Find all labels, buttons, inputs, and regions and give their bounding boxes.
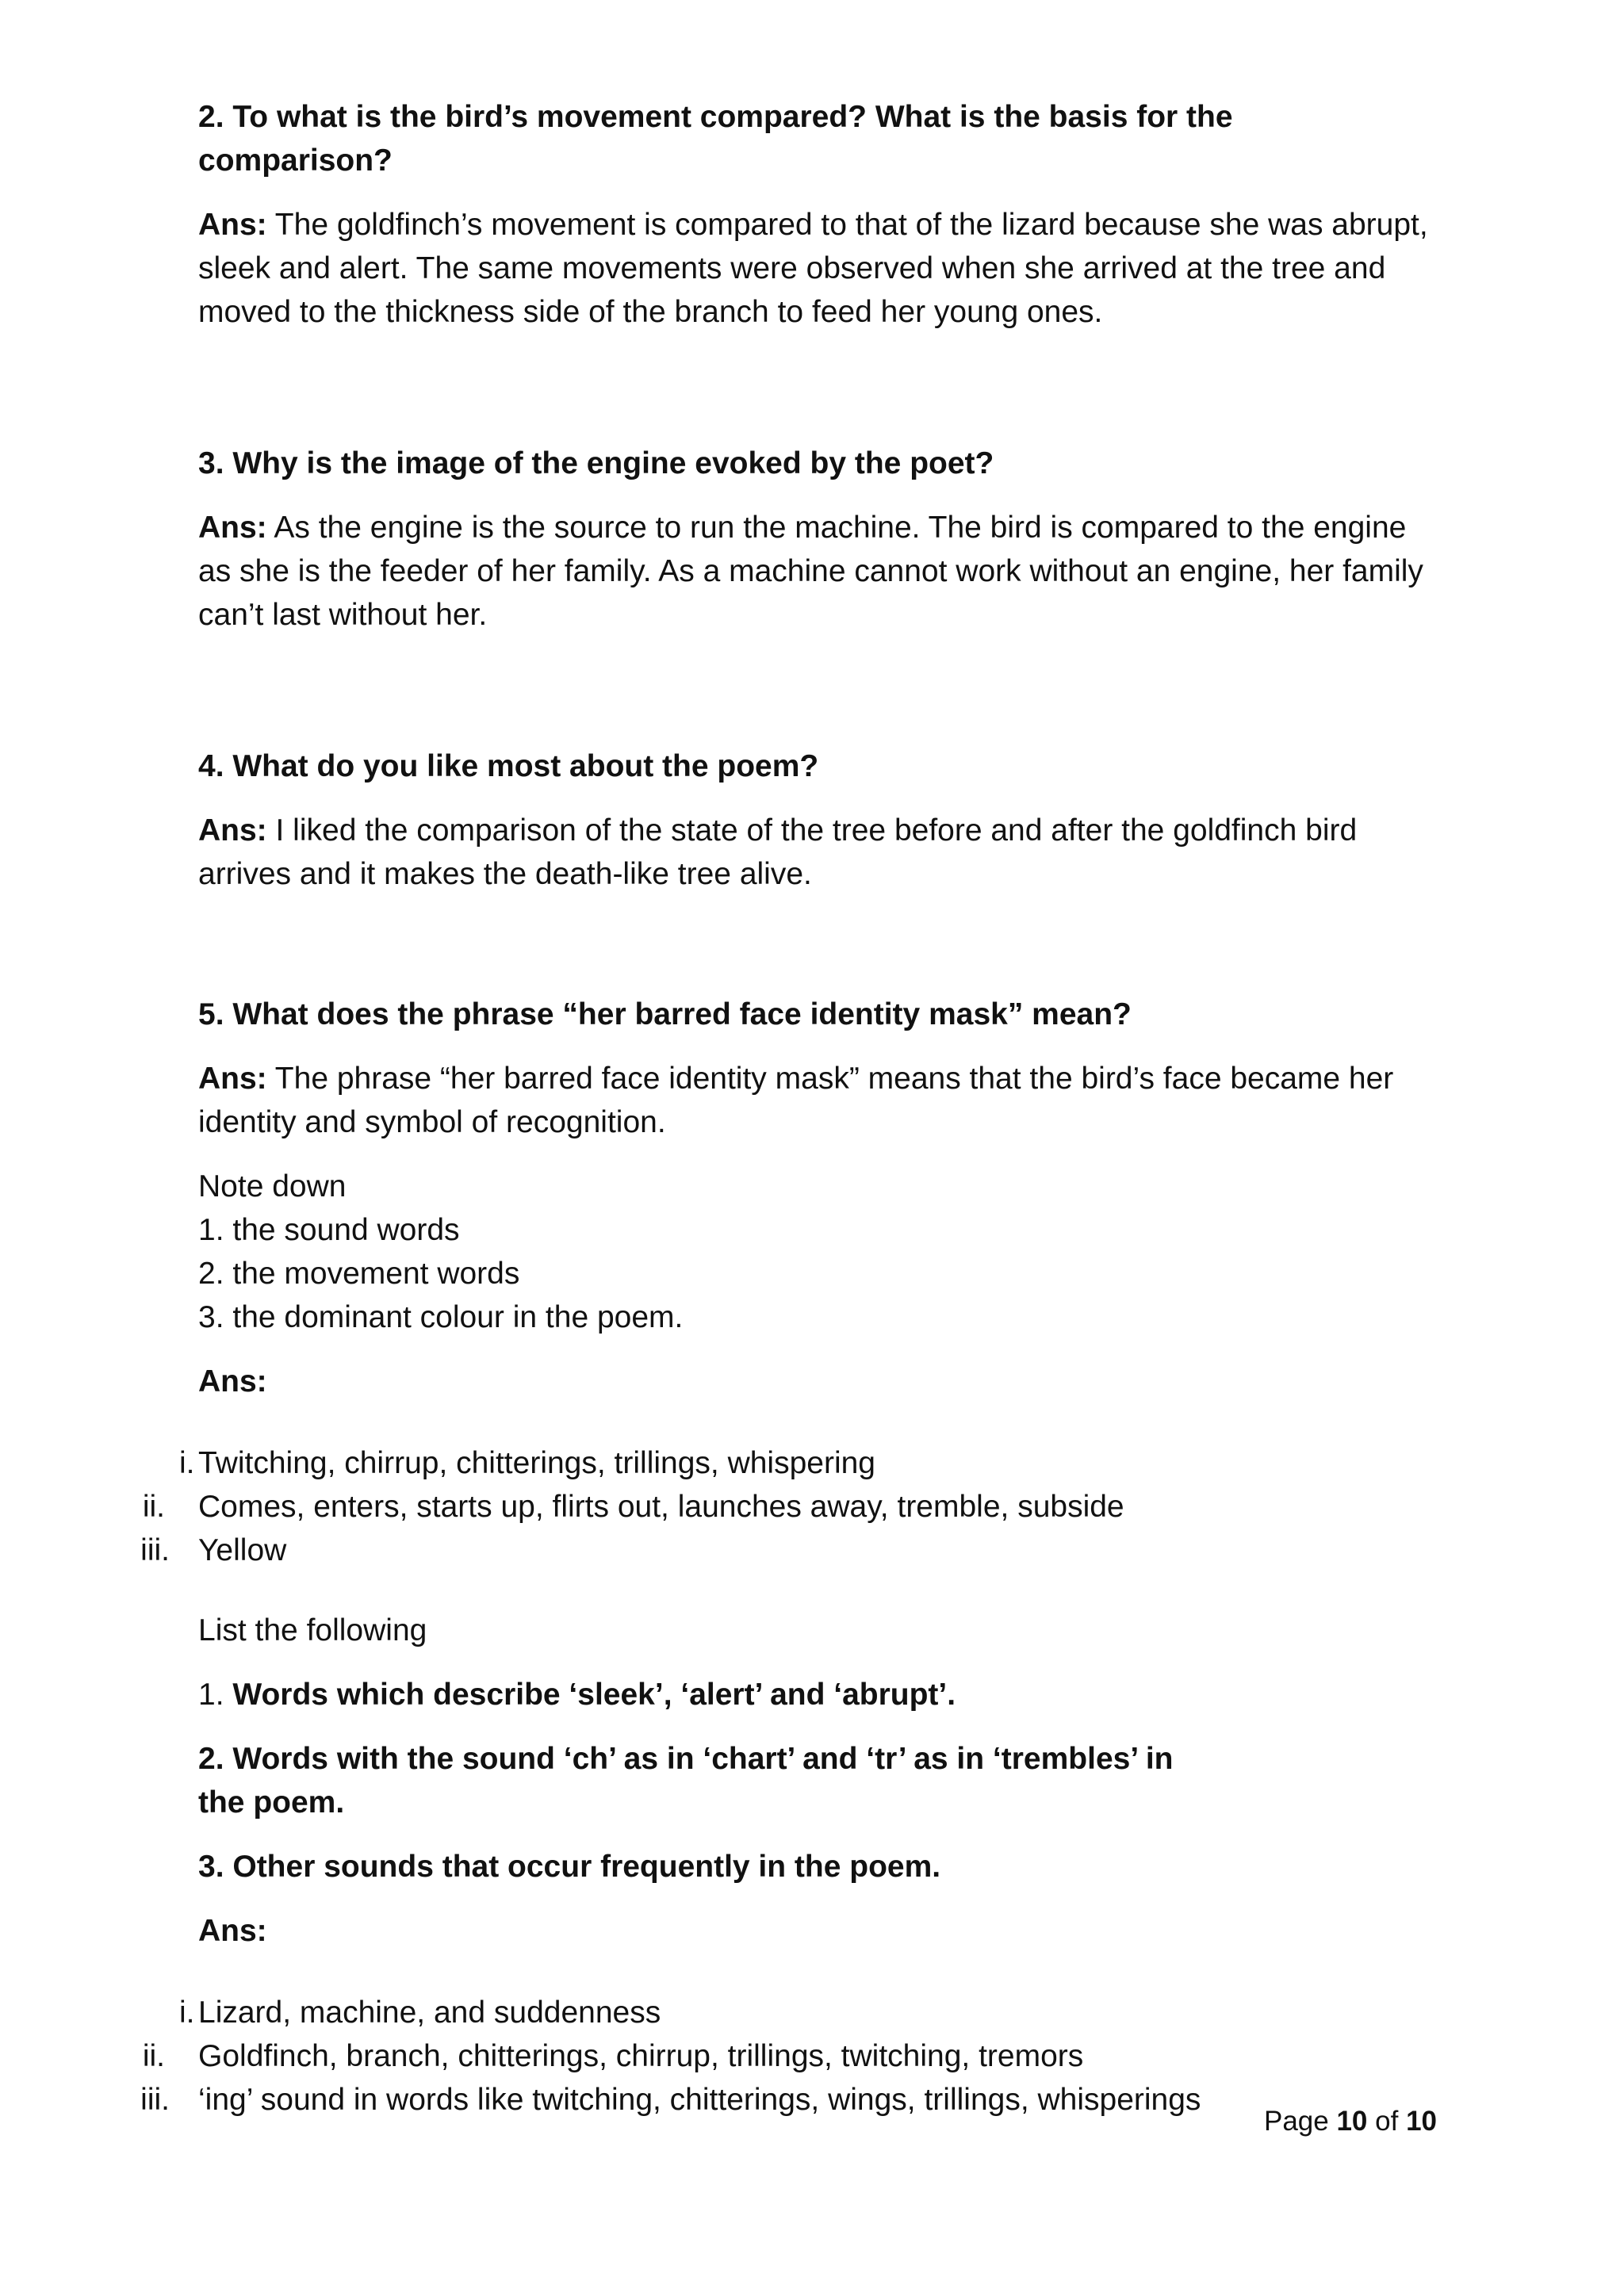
question-2: 2. To what is the bird’s movement compared? What is the basis for the comparison? — [198, 100, 1233, 178]
page-content — [140, 95, 1435, 2142]
answer-text: The goldfinch’s movement is compared to that of the lizard because she was abrupt, sleek and alert. The same movements were observed when she arrived at the tree and moved to the thickness side of the branch to feed her young ones. — [198, 208, 1428, 329]
list-following-item-3: 3. Other sounds that occur frequently in the poem. — [198, 1850, 941, 1884]
list-item — [179, 1441, 1435, 1485]
list-text: Lizard, machine, and suddenness — [198, 1996, 661, 2030]
total-pages-number: 10 — [1406, 2106, 1437, 2137]
list-following-ans-label — [198, 1909, 1435, 1953]
answer-2 — [198, 203, 1435, 334]
note-down-item: 1. the sound words — [198, 1213, 460, 1247]
list-text: Twitching, chirrup, chitterings, trillings, whispering — [198, 1446, 876, 1480]
answer-label: Ans: — [198, 1914, 267, 1948]
list-following-answers — [140, 1991, 1435, 2122]
question-4: 4. What do you like most about the poem? — [198, 749, 819, 783]
list-item — [142, 2034, 1435, 2078]
list-item — [140, 1529, 1435, 1572]
answer-3 — [198, 506, 1435, 637]
question-3: 3. Why is the image of the engine evoked by the poet? — [198, 446, 994, 480]
list-following-heading: List the following — [198, 1613, 427, 1647]
list-numeral: i. — [179, 1996, 195, 2030]
list-numeral: iii. — [140, 1533, 170, 1567]
list-text: Goldfinch, branch, chitterings, chirrup, trillings, twitching, tremors — [198, 2039, 1084, 2073]
list-text: ‘ing’ sound in words like twitching, chitterings, wings, trillings, whisperings — [198, 2083, 1201, 2117]
page-footer — [1264, 2099, 1437, 2143]
note-down-section — [198, 1165, 1435, 1339]
list-item — [140, 2078, 1435, 2122]
list-text: Yellow — [198, 1533, 287, 1567]
list-numeral: ii. — [142, 1490, 165, 1524]
of-word: of — [1375, 2106, 1399, 2137]
answer-4 — [198, 809, 1435, 896]
note-down-heading: Note down — [198, 1169, 347, 1203]
list-numeral: i. — [179, 1446, 195, 1480]
list-text: Comes, enters, starts up, flirts out, launches away, tremble, subside — [198, 1490, 1124, 1524]
current-page-number: 10 — [1336, 2106, 1368, 2137]
note-down-item: 2. the movement words — [198, 1257, 520, 1291]
item-number: 1. — [198, 1678, 233, 1712]
answer-label: Ans: — [198, 511, 267, 545]
note-down-item: 3. the dominant colour in the poem. — [198, 1300, 684, 1334]
list-numeral: iii. — [140, 2083, 170, 2117]
page-word: Page — [1263, 2106, 1329, 2137]
answer-text: I liked the comparison of the state of the tree before and after the goldfinch bird arrives and it makes the death-like tree alive. — [198, 813, 1358, 891]
list-following-item-1 — [198, 1673, 1435, 1716]
answer-label: Ans: — [198, 1062, 267, 1096]
answer-label: Ans: — [198, 813, 267, 848]
answer-label: Ans: — [198, 208, 267, 242]
list-item — [179, 1991, 1435, 2034]
list-following-item-2: 2. Words with the sound ‘ch’ as in ‘chart’ and ‘tr’ as in ‘trembles’ in the poem. — [198, 1742, 1174, 1820]
answer-5 — [198, 1057, 1435, 1144]
question-5: 5. What does the phrase “her barred face identity mask” mean? — [198, 997, 1132, 1031]
note-down-answers — [140, 1441, 1435, 1572]
list-numeral: ii. — [142, 2039, 165, 2073]
note-down-ans-label — [198, 1360, 1435, 1403]
item-text: Words which describe ‘sleek’, ‘alert’ and ‘abrupt’. — [232, 1678, 956, 1712]
answer-label: Ans: — [198, 1364, 267, 1399]
answer-text: As the engine is the source to run the machine. The bird is compared to the engine as she is the feeder of her family. As a machine cannot work without an engine, her family can’t last without her. — [198, 511, 1423, 632]
answer-text: The phrase “her barred face identity mask” means that the bird’s face became her identity and symbol of recognition. — [198, 1062, 1394, 1139]
list-item — [142, 1485, 1435, 1529]
